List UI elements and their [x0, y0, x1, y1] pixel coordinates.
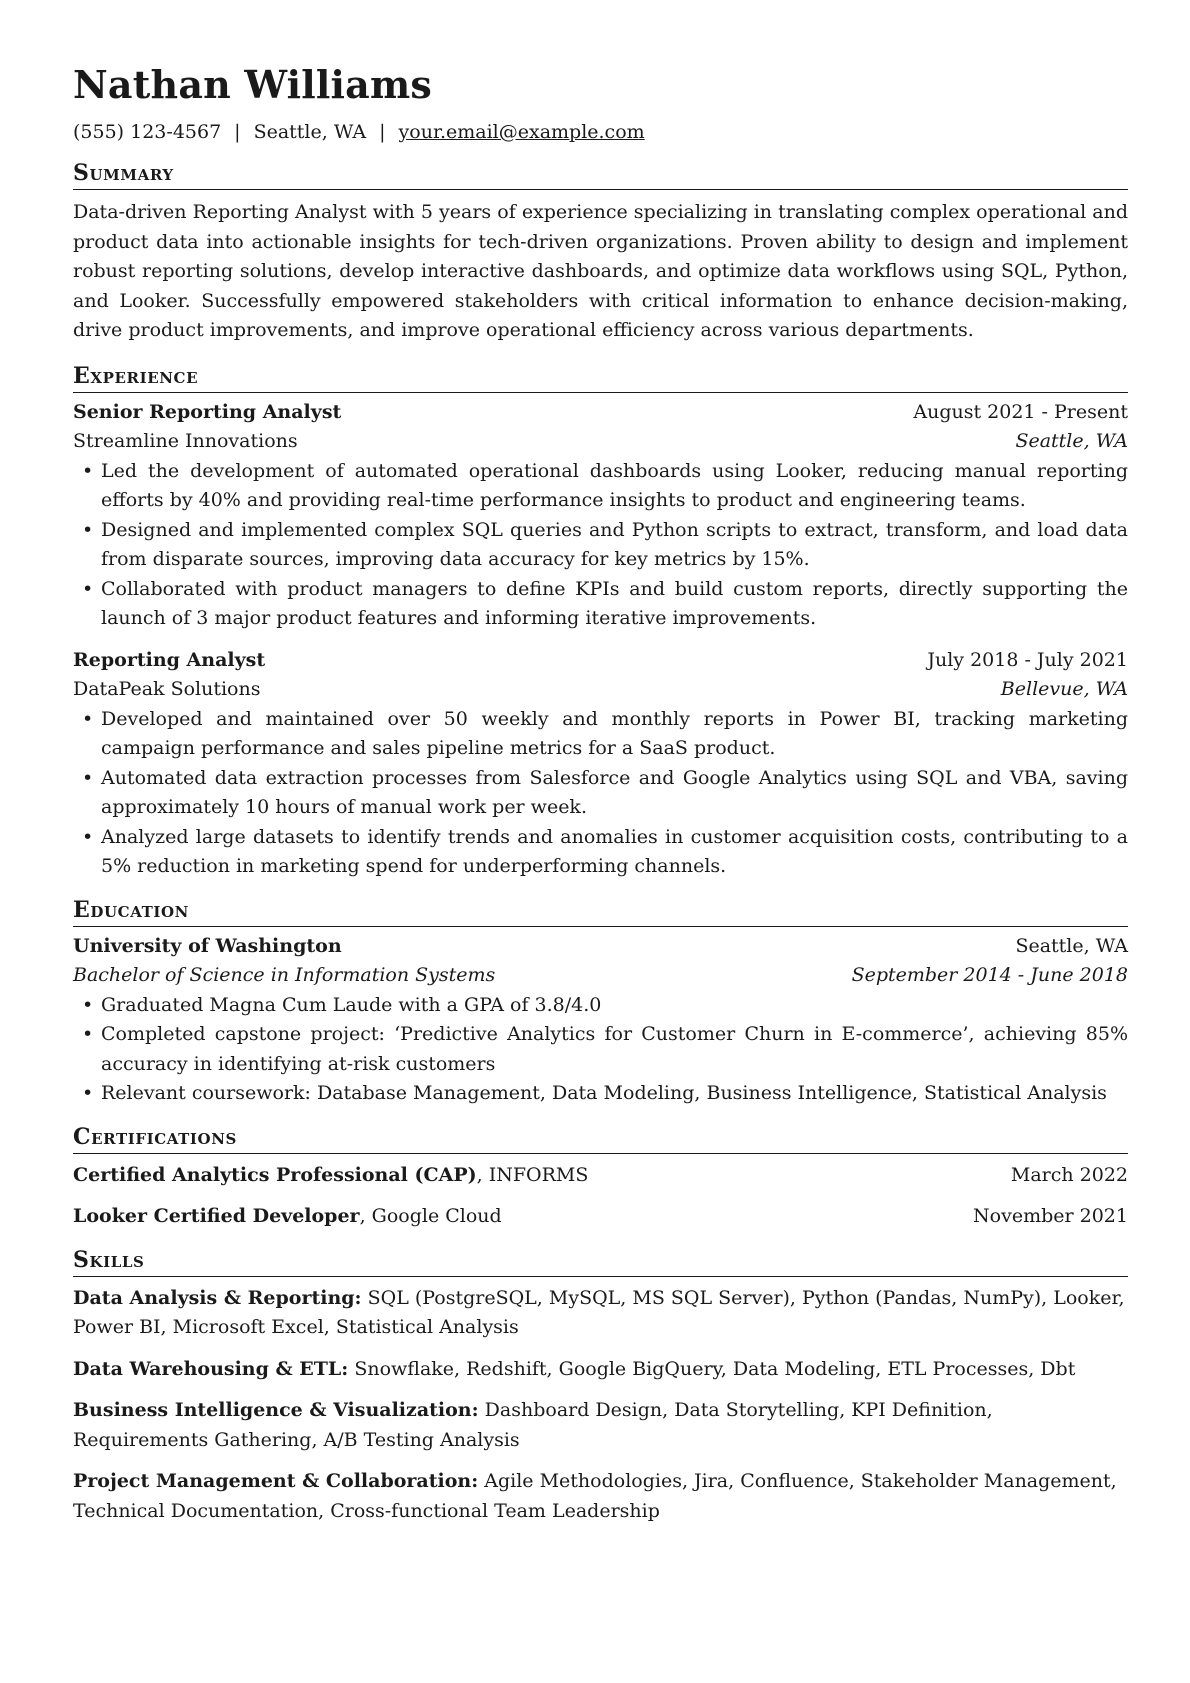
bullet-text: Designed and implemented complex SQL queries and Python scripts to extract, transform, and load data from disparate sources, improving data accuracy for key metrics by 15%. [101, 518, 1128, 570]
job-role: Reporting Analyst [73, 648, 266, 671]
education-entry [73, 932, 1128, 1109]
skill-label: Data Analysis & Reporting: [73, 1286, 362, 1309]
bullet-text: Graduated Magna Cum Laude with a GPA of 3.8/4.0 [101, 993, 602, 1016]
contact-line [73, 119, 1128, 145]
education-bullets [73, 991, 1128, 1109]
job-entry [73, 646, 1128, 882]
job-bullets [73, 457, 1128, 634]
list-item [73, 575, 1128, 634]
bullet-text: Relevant coursework: Database Management, Data Modeling, Business Intelligence, Statistical Analysis [101, 1082, 1107, 1104]
job-company: Streamline Innovations [73, 430, 298, 452]
bullet-text: Analyzed large datasets to identify trends and anomalies in customer acquisition costs, contributing to a 5% reduction in marketing spend for underperforming channels. [101, 825, 1128, 877]
certification-name: Looker Certified Developer [73, 1205, 360, 1227]
bullet-icon: • [82, 518, 94, 541]
contact-separator: | [234, 121, 241, 143]
list-item [73, 1020, 1128, 1079]
bullet-text: Automated data extraction processes from Salesforce and Google Analytics using SQL and VBA, saving approximately 10 hours of manual work per week. [101, 766, 1128, 818]
skill-group [73, 1396, 1128, 1455]
list-item [73, 457, 1128, 516]
location-text: Seattle, WA [253, 121, 367, 143]
job-dates: August 2021 - Present [913, 400, 1128, 423]
email-link[interactable]: your.email@example.com [398, 121, 645, 143]
skill-group [73, 1467, 1128, 1526]
education-header [73, 932, 1128, 962]
degree-name: Bachelor of Science in Information Systems [73, 964, 496, 986]
resume-page [73, 60, 1128, 1526]
list-item [73, 1079, 1128, 1109]
section-title-skills: Skills [73, 1246, 1128, 1277]
job-entry [73, 398, 1128, 634]
skill-list: Snowflake, Redshift, Google BigQuery, Data Modeling, ETL Processes, Dbt [348, 1357, 1076, 1380]
job-dates: July 2018 - July 2021 [927, 648, 1128, 671]
bullet-icon: • [82, 1082, 94, 1104]
list-item [73, 705, 1128, 764]
certification-item [73, 1202, 1128, 1232]
list-item [73, 991, 1128, 1021]
certification-name: Certified Analytics Professional (CAP) [73, 1163, 477, 1186]
bullet-icon: • [82, 459, 94, 482]
job-location: Seattle, WA [1015, 430, 1128, 452]
skill-label: Business Intelligence & Visualization: [73, 1399, 479, 1421]
certification-issuer: , INFORMS [476, 1163, 589, 1186]
education-subheader [73, 961, 1128, 991]
job-header [73, 398, 1128, 428]
list-item [73, 516, 1128, 575]
bullet-text: Completed capstone project: ‘Predictive Analytics for Customer Churn in E-commerce’, achieving 85% accuracy in identifying at-risk customers [101, 1023, 1128, 1075]
school-name: University of Washington [73, 934, 342, 957]
job-header [73, 646, 1128, 676]
skill-label: Project Management & Collaboration: [73, 1470, 479, 1492]
certification-date: March 2022 [1010, 1163, 1128, 1186]
bullet-icon: • [82, 825, 94, 848]
summary-text: Data-driven Reporting Analyst with 5 years of experience specializing in translating complex operational and product data into actionable insights for tech-driven organizations. Proven ability to design and implement robust reporting solutions, develop interactive dashboards, and optimize data workflows using SQL, Python, and Looker. Successfully empowered stakeholders with critical information to enhance decision-making, drive product improvements, and improve operational efficiency across various departments. [73, 201, 1128, 341]
certification-item [73, 1161, 1128, 1191]
certification-date: November 2021 [973, 1205, 1128, 1227]
job-company: DataPeak Solutions [73, 678, 261, 700]
list-item [73, 823, 1128, 882]
education-dates: September 2014 - June 2018 [851, 964, 1128, 986]
bullet-text: Developed and maintained over 50 weekly and monthly reports in Power BI, tracking marketing campaign performance and sales pipeline metrics for a SaaS product. [101, 707, 1128, 759]
skill-group [73, 1284, 1128, 1343]
candidate-name: Nathan Williams [73, 62, 432, 107]
skill-list: Agile Methodologies, Jira, Confluence, Stakeholder Management, Technical Documentation, Cross-functional Team Leadership [73, 1470, 1117, 1522]
list-item [73, 764, 1128, 823]
section-title-certifications: Certifications [73, 1123, 1128, 1154]
bullet-icon: • [82, 766, 94, 789]
skill-label: Data Warehousing & ETL: [73, 1357, 349, 1380]
school-location: Seattle, WA [1015, 934, 1128, 957]
bullet-text: Collaborated with product managers to define KPIs and build custom reports, directly supporting the launch of 3 major product features and informing iterative improvements. [101, 577, 1128, 629]
phone-number: (555) 123-4567 [73, 121, 222, 143]
bullet-icon: • [82, 993, 94, 1016]
job-subheader [73, 427, 1128, 457]
certification-issuer: , Google Cloud [359, 1205, 502, 1227]
skill-group [73, 1355, 1128, 1385]
job-subheader [73, 675, 1128, 705]
section-title-summary: Summary [73, 159, 1128, 190]
skill-list: SQL (PostgreSQL, MySQL, MS SQL Server), Python (Pandas, NumPy), Looker, Power BI, Microsoft Excel, Statistical Analysis [73, 1286, 1125, 1338]
bullet-icon: • [82, 1023, 94, 1045]
bullet-text: Led the development of automated operational dashboards using Looker, reducing manual reporting efforts by 40% and providing real-time performance insights to product and engineering teams. [101, 459, 1128, 511]
section-title-education: Education [73, 896, 1128, 927]
bullet-icon: • [82, 577, 94, 600]
section-title-experience: Experience [73, 362, 1128, 393]
job-role: Senior Reporting Analyst [73, 400, 342, 423]
skill-list: Dashboard Design, Data Storytelling, KPI Definition, Requirements Gathering, A/B Testing Analysis [73, 1399, 993, 1451]
job-location: Bellevue, WA [1000, 678, 1128, 700]
bullet-icon: • [82, 707, 94, 730]
contact-separator: | [379, 121, 386, 143]
job-bullets [73, 705, 1128, 882]
